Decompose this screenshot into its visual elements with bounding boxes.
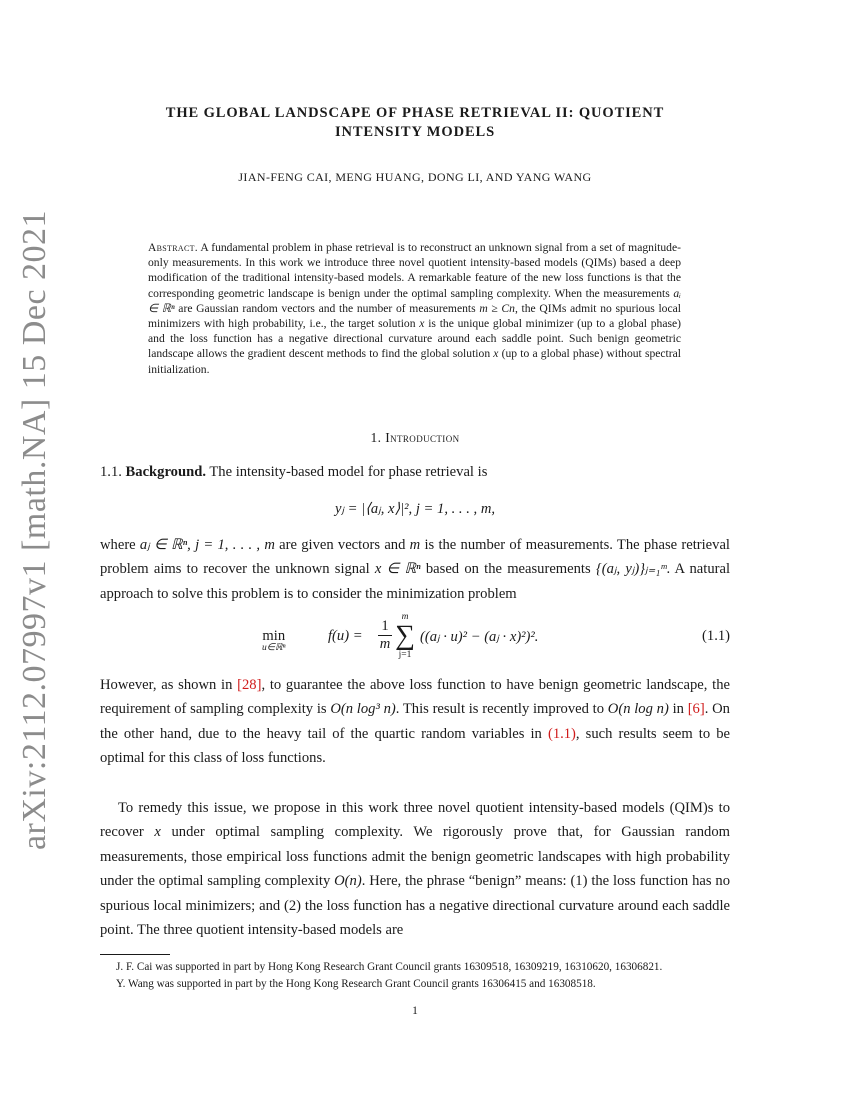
para-3-text-2: , to guarantee the above loss function to have benign geometric landscape, the requirement of sampling complexity is <box>100 677 730 718</box>
subsection-number: 1.1. <box>100 464 122 480</box>
equation-fraction <box>378 618 392 653</box>
abstract-math-4: x <box>493 347 499 361</box>
footnote-cai: J. F. Cai was supported in part by Hong Kong Research Grant Council grants 16309518, 16309219, 16310620, 16306821. <box>116 961 663 973</box>
para-2-math-4: {(aⱼ, yⱼ)}ⱼ₌₁ᵐ <box>595 561 667 578</box>
equation-1-text: yⱼ = |⟨aⱼ, x⟩|², j = 1, . . . , m, <box>334 501 496 517</box>
footnote-wang: Y. Wang was supported in part by the Hong Kong Research Grant Council grants 16306415 and 16308518. <box>116 977 596 990</box>
subsection-heading: Background. <box>125 464 206 480</box>
abstract-text-5: (up to a global phase) without spectral initialization. <box>148 347 681 376</box>
para-2-text-4: based on the measurements <box>420 561 596 578</box>
para-2-math-1: aⱼ ∈ ℝⁿ, j = 1, . . . , m <box>139 537 275 553</box>
para-3-text-5: . On the other hand, due to the heavy tail of the quartic random variables in <box>100 701 730 742</box>
para-4-math-2: O(n) <box>334 873 362 890</box>
abstract-math-2: m ≥ Cn <box>479 301 515 315</box>
equation-min-operator <box>262 628 286 653</box>
para-4-text-3: . Here, the phrase “benign” means: (1) the loss function has no spurious local minimizers; and (2) the loss function has a negative directional curvature around each saddle point. The three quotient intensity-based models are <box>100 873 730 939</box>
para-3-text-3: . This result is recently improved to <box>395 701 608 718</box>
para-2-text-3: is the number of measurements. The phase retrieval problem aims to recover the unknown signal <box>100 537 730 578</box>
para-4-math-1: x <box>154 824 161 841</box>
equation-min-subscript: u∈ℝⁿ <box>262 643 286 653</box>
para-4-text-2: under optimal sampling complexity. We rigorously prove that, for Gaussian random measurements, those empirical loss functions admit the benign geometric landscapes with high probability under the optimal sampling complexity <box>100 824 730 890</box>
equation-summation <box>394 612 416 660</box>
citation-link-6[interactable]: [6] <box>687 701 705 718</box>
abstract <box>148 240 681 377</box>
footnote-divider <box>100 954 170 955</box>
para-3-text-1: However, as shown in <box>100 677 238 693</box>
equation-intensity-model <box>100 500 730 518</box>
title-line-2: INTENSITY MODELS <box>334 124 496 140</box>
arxiv-id-text: arXiv:2112.07997v1 [math.NA] 15 Dec 2021 <box>16 209 54 851</box>
equation-lhs: f(u) = <box>328 628 363 644</box>
abstract-math-3: x <box>419 317 425 331</box>
equation-link-1-1[interactable]: (1.1) <box>547 725 576 742</box>
para-3-math-2: O(n log n) <box>607 701 669 718</box>
para-2-text-5: . A natural approach to solve this problem is to consider the minimization problem <box>100 561 731 602</box>
abstract-text-1: A fundamental problem in phase retrieval is to reconstruct an unknown signal from a set of magnitude-only measurements. In this work we introduce three novel quotient intensity-based models (QIMs) based a deep modification of the traditional intensity-based models. A remarkable feature of the new loss functions is that the corresponding geometric landscape is benign under the optimal sampling complexity. When the measurements <box>148 241 681 300</box>
para-2-text-1: where <box>100 537 140 553</box>
equation-sum-lower: j=1 <box>398 650 412 660</box>
page-number: 1 <box>412 1005 418 1017</box>
equation-fraction-denominator: m <box>379 636 391 652</box>
paper-title <box>100 104 730 142</box>
equation-sum-upper: m <box>401 612 409 622</box>
equation-fraction-numerator: 1 <box>378 618 392 636</box>
paragraph-4 <box>100 796 730 942</box>
abstract-text-2: are Gaussian random vectors and the number of measurements <box>174 301 480 315</box>
para-2-math-3: x ∈ ℝⁿ <box>374 561 421 578</box>
subsection-text: The intensity-based model for phase retrieval is <box>205 464 488 480</box>
abstract-label: Abstract. <box>148 241 198 254</box>
para-3-text-6: , such results seem to be optimal for this class of loss functions. <box>100 725 730 767</box>
para-3-text-4: in <box>668 701 688 718</box>
paragraph-2 <box>100 533 730 606</box>
author-list: JIAN-FENG CAI, MENG HUANG, DONG LI, AND YANG WANG <box>238 170 592 184</box>
paragraph-3 <box>100 673 730 771</box>
title-line-1: THE GLOBAL LANDSCAPE OF PHASE RETRIEVAL II: QUOTIENT <box>165 105 665 121</box>
equation-rhs: ((aⱼ · u)² − (aⱼ · x)²)². <box>420 629 539 645</box>
para-2-text-2: are given vectors and <box>274 537 410 553</box>
equation-sum-symbol: ∑ <box>395 620 415 651</box>
abstract-text-4: is the unique global minimizer (up to a global phase) and the loss function has a negative directional curvature around each saddle point. Such benign geometric landscape allows the gradient descent methods to find the global solution <box>148 317 681 361</box>
para-4-text-1: To remedy this issue, we propose in this work three novel quotient intensity-based models (QIM)s to recover <box>100 800 730 841</box>
section-heading-introduction: 1. Introduction <box>370 430 460 445</box>
equation-1-1 <box>100 612 730 668</box>
para-2-math-2: m <box>409 537 421 553</box>
arxiv-identifier-stamp <box>14 170 56 890</box>
para-3-math-1: O(n log³ n) <box>330 701 396 718</box>
footnotes <box>100 960 730 993</box>
subsection-background <box>100 460 730 484</box>
abstract-text-3: , the QIMs admit no spurious local minimizers with high probability, i.e., the target solution <box>148 301 681 331</box>
abstract-math-1: aᵢ ∈ ℝⁿ <box>148 286 681 315</box>
equation-min-text: min <box>262 628 286 644</box>
citation-link-28[interactable]: [28] <box>237 677 262 693</box>
equation-number: (1.1) <box>702 628 730 644</box>
